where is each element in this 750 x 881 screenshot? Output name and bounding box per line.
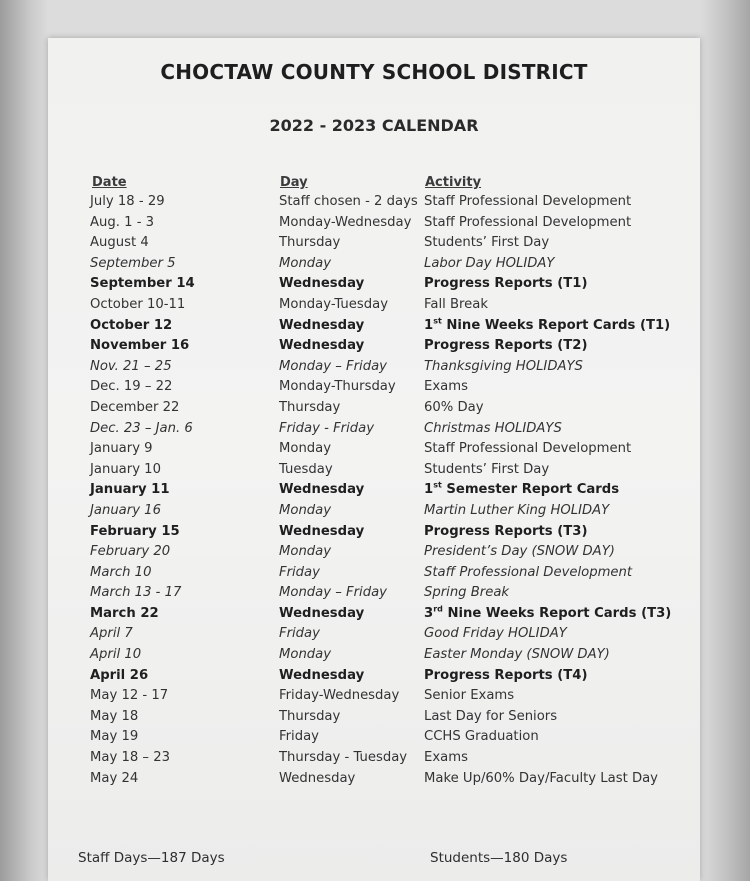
row-activity: Progress Reports (T2)	[424, 338, 588, 354]
row-day: Wednesday	[279, 338, 365, 354]
row-date: January 16	[90, 502, 161, 518]
row-day: Thursday - Tuesday	[279, 750, 408, 766]
row-day: Friday	[279, 626, 320, 642]
row-activity: Christmas HOLIDAYS	[424, 420, 562, 436]
row-activity: CCHS Graduation	[424, 729, 539, 745]
row-date: February 15	[90, 523, 180, 539]
row-day: Monday-Thursday	[279, 379, 396, 395]
row-date: April 7	[90, 626, 133, 642]
row-day: Thursday	[279, 708, 341, 724]
student-days-total: Students—180 Days	[430, 850, 568, 866]
row-day: Monday	[279, 502, 332, 518]
row-date: December 22	[90, 399, 180, 415]
row-day: Friday	[279, 564, 320, 580]
row-date: July 18 - 29	[90, 194, 165, 209]
row-date: April 26	[90, 667, 149, 683]
calendar-row	[48, 708, 700, 729]
row-date: May 12 - 17	[90, 688, 169, 704]
row-day: Friday-Wednesday	[279, 688, 400, 704]
row-activity: Staff Professional Development	[424, 194, 632, 209]
calendar-rows	[48, 193, 700, 790]
row-date: September 14	[90, 276, 195, 292]
row-date: Nov. 21 – 25	[90, 358, 172, 374]
row-date: January 11	[90, 482, 170, 498]
row-day: Wednesday	[279, 482, 365, 498]
row-activity: Staff Professional Development	[424, 441, 632, 457]
row-day: Wednesday	[279, 770, 356, 786]
calendar-row	[48, 358, 700, 379]
row-date: March 13 - 17	[90, 585, 182, 601]
row-date: May 19	[90, 729, 139, 745]
row-activity: Martin Luther King HOLIDAY	[424, 502, 610, 518]
calendar-row	[48, 440, 700, 461]
calendar-row	[48, 296, 700, 317]
row-day: Wednesday	[279, 667, 365, 683]
ordinal-suffix: st	[433, 480, 442, 490]
ordinal-suffix: st	[433, 316, 442, 326]
row-date: November 16	[90, 338, 190, 354]
row-date: January 10	[90, 461, 161, 477]
row-activity: Good Friday HOLIDAY	[424, 626, 567, 642]
row-day: Monday	[279, 647, 332, 663]
row-day: Monday	[279, 255, 332, 271]
row-date: May 18 – 23	[90, 750, 170, 766]
calendar-row	[48, 317, 700, 338]
calendar-row	[48, 749, 700, 770]
calendar-row	[48, 502, 700, 523]
row-date: September 5	[90, 255, 176, 271]
district-title: CHOCTAW COUNTY SCHOOL DISTRICT	[160, 60, 588, 84]
row-day: Thursday	[279, 399, 341, 415]
activity-text: Nine Weeks Report Cards (T3)	[442, 605, 672, 621]
row-day: Thursday	[279, 235, 341, 251]
row-day: Friday - Friday	[279, 420, 374, 436]
calendar-row	[48, 275, 700, 296]
calendar-row	[48, 461, 700, 482]
activity-text: Semester Report Cards	[441, 482, 620, 498]
calendar-row	[48, 193, 700, 214]
row-date: February 20	[90, 544, 171, 560]
row-day: Monday – Friday	[279, 358, 387, 374]
calendar-row	[48, 564, 700, 585]
header-day: Day	[280, 175, 308, 190]
row-activity: Students’ First Day	[424, 461, 550, 477]
row-date: April 10	[90, 647, 142, 663]
row-activity: Thanksgiving HOLIDAYS	[424, 358, 583, 374]
row-date: October 12	[90, 317, 173, 333]
calendar-row	[48, 234, 700, 255]
row-activity	[424, 318, 670, 333]
calendar-row	[48, 399, 700, 420]
calendar-row	[48, 667, 700, 688]
row-day: Monday	[279, 441, 332, 457]
calendar-row	[48, 625, 700, 646]
row-date: May 24	[90, 770, 139, 786]
row-activity	[424, 482, 619, 497]
calendar-row	[48, 337, 700, 358]
row-activity: Progress Reports (T1)	[424, 276, 588, 292]
calendar-row	[48, 605, 700, 626]
ordinal-number: 1	[424, 482, 434, 498]
row-date: October 10-11	[90, 296, 186, 312]
row-activity: Exams	[424, 750, 468, 766]
row-date: March 22	[90, 605, 159, 621]
staff-days-total: Staff Days—187 Days	[78, 850, 225, 866]
header-date: Date	[92, 175, 127, 190]
row-date: March 10	[90, 564, 152, 580]
row-day: Staff chosen - 2 days	[279, 194, 418, 209]
calendar-row	[48, 728, 700, 749]
row-date: Dec. 23 – Jan. 6	[90, 420, 193, 436]
calendar-page	[48, 38, 700, 881]
row-date: Aug. 1 - 3	[90, 214, 155, 230]
row-activity: Progress Reports (T3)	[424, 523, 588, 539]
ordinal-suffix: rd	[433, 604, 443, 614]
row-activity: Progress Reports (T4)	[424, 667, 588, 683]
calendar-row	[48, 523, 700, 544]
calendar-row	[48, 543, 700, 564]
ordinal-number: 3	[424, 605, 434, 621]
row-activity: Fall Break	[424, 296, 488, 312]
calendar-subtitle: 2022 - 2023 CALENDAR	[269, 116, 479, 135]
row-date: August 4	[90, 235, 149, 251]
activity-text: Nine Weeks Report Cards (T1)	[441, 317, 671, 333]
calendar-row	[48, 770, 700, 791]
row-day: Wednesday	[279, 523, 365, 539]
row-activity	[424, 606, 671, 621]
calendar-row	[48, 255, 700, 276]
row-activity: Exams	[424, 379, 468, 395]
calendar-row	[48, 420, 700, 441]
row-activity: Make Up/60% Day/Faculty Last Day	[424, 770, 658, 786]
row-activity: 60% Day	[424, 399, 484, 415]
row-day: Wednesday	[279, 276, 365, 292]
row-activity: Staff Professional Development	[424, 214, 632, 230]
calendar-row	[48, 378, 700, 399]
row-day: Tuesday	[279, 461, 333, 477]
row-activity: Labor Day HOLIDAY	[424, 255, 555, 271]
row-activity: Last Day for Seniors	[424, 708, 558, 724]
row-activity: Staff Professional Development	[424, 564, 633, 580]
ordinal-number: 1	[424, 317, 434, 333]
row-activity: Spring Break	[424, 585, 510, 601]
row-day: Monday	[279, 544, 332, 560]
row-date: May 18	[90, 708, 139, 724]
row-day: Monday-Wednesday	[279, 214, 412, 230]
row-day: Monday – Friday	[279, 585, 387, 601]
row-day: Monday-Tuesday	[279, 296, 389, 312]
row-activity: Senior Exams	[424, 688, 515, 704]
calendar-row	[48, 687, 700, 708]
calendar-row	[48, 646, 700, 667]
row-date: Dec. 19 – 22	[90, 379, 173, 395]
row-activity: President’s Day (SNOW DAY)	[424, 544, 615, 560]
row-day: Friday	[279, 729, 319, 745]
row-day: Wednesday	[279, 605, 365, 621]
calendar-row	[48, 481, 700, 502]
row-date: January 9	[90, 441, 153, 457]
row-activity: Students’ First Day	[424, 235, 550, 251]
calendar-row	[48, 214, 700, 235]
header-activity: Activity	[425, 175, 482, 190]
row-day: Wednesday	[279, 317, 365, 333]
row-activity: Easter Monday (SNOW DAY)	[424, 647, 610, 663]
calendar-row	[48, 584, 700, 605]
